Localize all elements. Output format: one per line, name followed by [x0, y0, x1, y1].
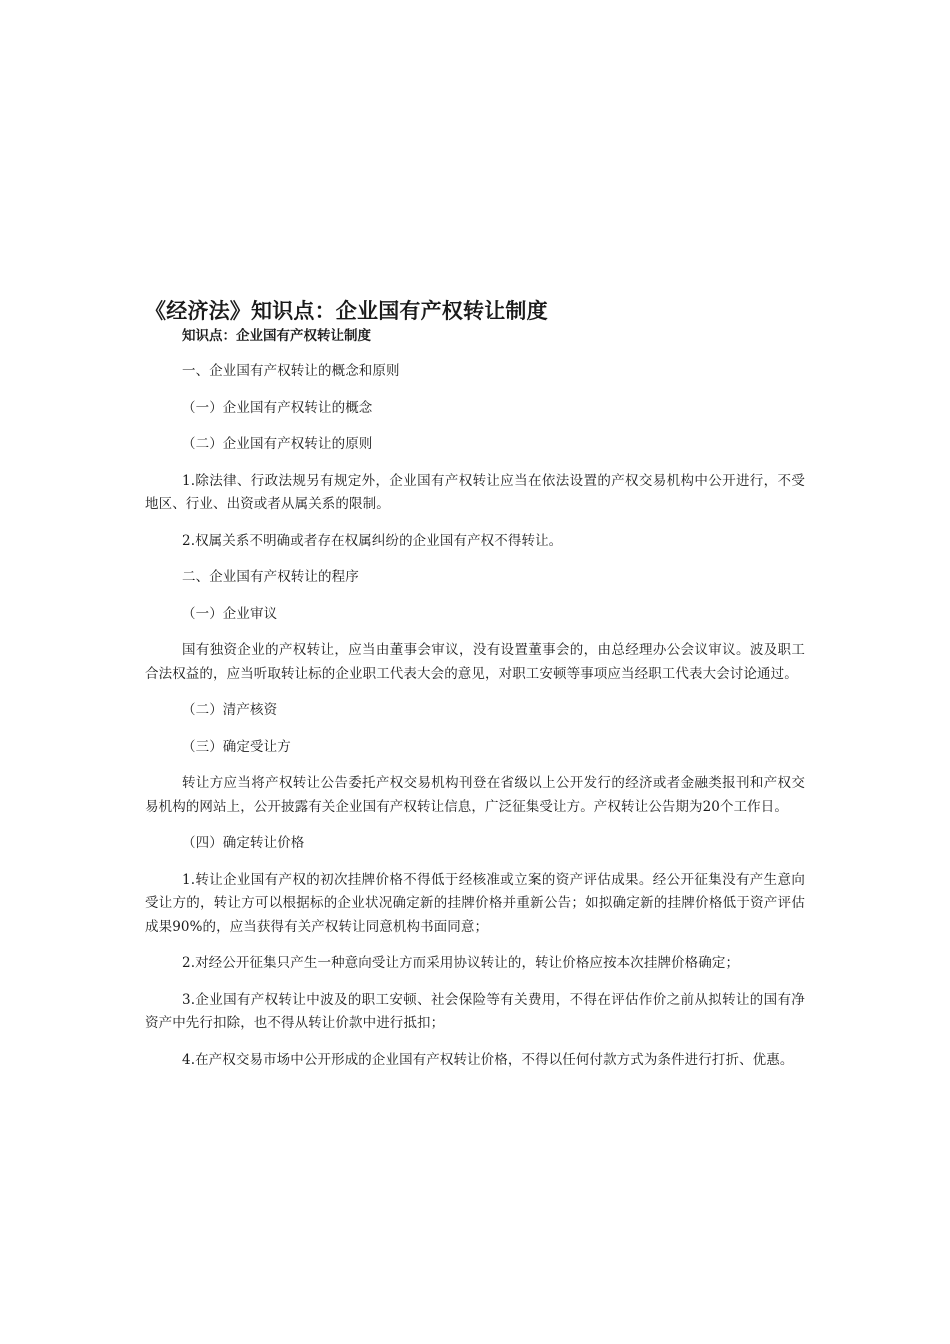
body-paragraph: 1.转让企业国有产权的初次挂牌价格不得低于经核准或立案的资产评估成果。经公开征集没有产生意向受让方的，转让方可以根据标的企业状况确定新的挂牌价格并重新公告；如拟确定新的挂牌价格低于资产评估成果90%的，应当获得有关产权转让同意机构书面同意；: [145, 871, 805, 935]
body-paragraph: 转让方应当将产权转让公告委托产权交易机构刊登在省级以上公开发行的经济或者金融类报刊和产权交易机构的网站上，公开披露有关企业国有产权转让信息，广泛征集受让方。产权转让公告期为20个工作日。: [145, 775, 805, 815]
body-paragraph: 3.企业国有产权转让中波及的职工安顿、社会保险等有关费用，不得在评估作价之前从拟转让的国有净资产中先行扣除，也不得从转让价款中进行抵扣；: [145, 991, 805, 1031]
document-title: 《经济法》知识点：企业国有产权转让制度: [145, 299, 548, 323]
subsection-heading: （四）确定转让价格: [182, 835, 305, 851]
subsection-heading: （一）企业审议: [182, 605, 278, 622]
subsection-heading: （一）企业国有产权转让的概念: [182, 399, 373, 416]
body-paragraph: 国有独资企业的产权转让，应当由董事会审议，没有设置董事会的，由总经理办公会议审议。波及职工合法权益的，应当听取转让标的企业职工代表大会的意见，对职工安顿等事项应当经职工代表大会讨论通过。: [145, 642, 805, 682]
section-heading: 二、企业国有产权转让的程序: [182, 569, 359, 585]
subsection-heading: （二）清产核资: [182, 702, 278, 718]
body-paragraph: 4.在产权交易市场中公开形成的企业国有产权转让价格，不得以任何付款方式为条件进行打折、优惠。: [182, 1051, 794, 1068]
document-body: [145, 296, 805, 1085]
body-paragraph: 2.对经公开征集只产生一种意向受让方而采用协议转让的，转让价格应按本次挂牌价格确定；: [182, 955, 740, 971]
subsection-heading: （二）企业国有产权转让的原则: [182, 436, 373, 452]
section-heading: 一、企业国有产权转让的概念和原则: [182, 363, 400, 379]
subsection-heading: （三）确定受让方: [182, 738, 291, 755]
document-subtitle: 知识点：企业国有产权转让制度: [182, 328, 371, 344]
body-paragraph: 1.除法律、行政法规另有规定外，企业国有产权转让应当在依法设置的产权交易机构中公开进行，不受地区、行业、出资或者从属关系的限制。: [145, 472, 805, 512]
body-paragraph: 2.权属关系不明确或者存在权属纠纷的企业国有产权不得转让。: [182, 532, 563, 549]
